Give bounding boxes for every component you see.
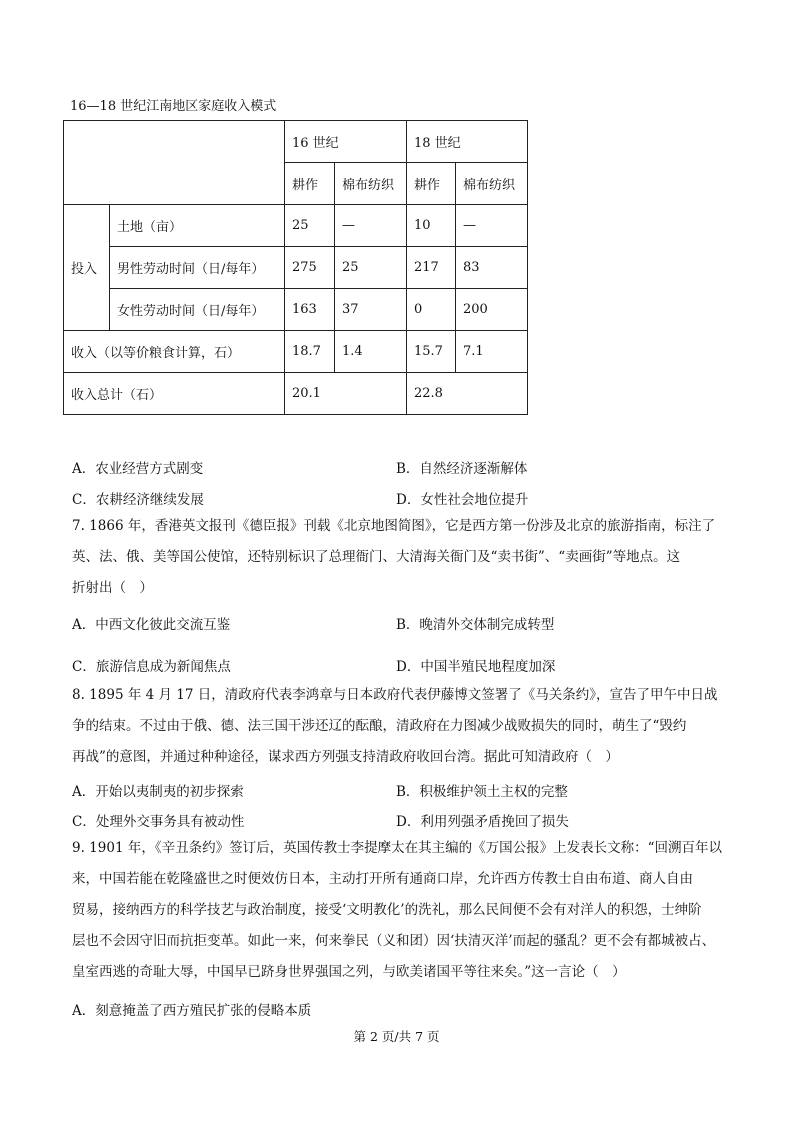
subheader-farming-18: 耕作	[407, 163, 456, 205]
q7-option-b: B．晚清外交体制完成转型	[396, 617, 555, 633]
input-label: 投入	[64, 205, 110, 331]
table-cell: —	[335, 205, 407, 247]
q7-line: 7. 1866 年，香港英文报刊《德臣报》刊载《北京地图简图》，它是西方第一份涉及北京的旅游指南，标注了	[72, 518, 716, 534]
row-label: 收入（以等价粮食计算，石）	[64, 331, 285, 373]
q6-option-a: A．农业经营方式剧变	[72, 461, 204, 477]
table-cell: 83	[456, 247, 528, 289]
table-cell: 15.7	[407, 331, 456, 373]
q9-line: 皇室西逃的奇耻大辱，中国早已跻身世界强国之列，与欧美诸国平等往来矣。”这一言论（ ）	[72, 964, 626, 980]
table-row	[64, 373, 528, 415]
row-label: 土地（亩）	[110, 205, 285, 247]
q8-line: 8. 1895 年 4 月 17 日，清政府代表李鸿章与日本政府代表伊藤博文签署了《马关条约》，宣告了甲午中日战	[72, 687, 718, 703]
table-row	[64, 331, 528, 373]
table-cell: 275	[285, 247, 335, 289]
table-cell: 1.4	[335, 331, 407, 373]
q7-option-d: D．中国半殖民地程度加深	[396, 659, 556, 675]
table-cell: 200	[456, 289, 528, 331]
subheader-weaving-18: 棉布纺织	[456, 163, 528, 205]
subheader-weaving-16: 棉布纺织	[335, 163, 407, 205]
q8-option-d: D．利用列强矛盾挽回了损失	[396, 814, 569, 830]
table-cell: 25	[285, 205, 335, 247]
q7-option-c: C．旅游信息成为新闻焦点	[72, 659, 231, 675]
q8-option-b: B．积极维护领土主权的完整	[396, 784, 568, 800]
q9-line: 贸易，接纳西方的科学技艺与政治制度，接受‘文明教化’的洗礼，那么民间便不会有对洋人的积怨，士绅阶	[72, 902, 702, 918]
subheader-farming-16: 耕作	[285, 163, 335, 205]
table-row	[64, 121, 528, 163]
table-row	[64, 247, 528, 289]
q8-stem	[72, 680, 718, 773]
q9-stem	[72, 833, 722, 988]
table-caption: 16—18 世纪江南地区家庭收入模式	[70, 99, 277, 114]
table-cell: 217	[407, 247, 456, 289]
q7-line: 折射出（ ）	[72, 580, 153, 596]
q8-option-a: A．开始以夷制夷的初步探索	[72, 784, 244, 800]
q6-option-d: D．女性社会地位提升	[396, 492, 529, 508]
header-16th-century: 16 世纪	[285, 121, 407, 163]
table-cell: 0	[407, 289, 456, 331]
table-row	[64, 289, 528, 331]
table-row	[64, 205, 528, 247]
page-footer: 第 2 页/共 7 页	[353, 1029, 440, 1044]
table-cell: 18.7	[285, 331, 335, 373]
q8-line: 再战”的意图，并通过种种途径，谋求西方列强支持清政府收回台湾。据此可知清政府（ ）	[72, 749, 619, 765]
q9-line: 9. 1901 年，《辛丑条约》签订后，英国传教士李提摩太在其主编的《万国公报》上发表长文称：“回溯百年以	[72, 840, 722, 856]
row-label: 男性劳动时间（日/每年）	[110, 247, 285, 289]
table-cell: 25	[335, 247, 407, 289]
q7-line: 英、法、俄、美等国公使馆，还特别标识了总理衙门、大清海关衙门及“卖书街”、“卖画街”等地点。这	[72, 549, 681, 565]
q6-option-c: C．农耕经济继续发展	[72, 492, 204, 508]
table-corner-cell	[64, 121, 285, 205]
table-cell: 10	[407, 205, 456, 247]
row-label: 收入总计（石）	[64, 373, 285, 415]
table-cell: 163	[285, 289, 335, 331]
q7-option-a: A．中西文化彼此交流互鉴	[72, 617, 231, 633]
q6-option-b: B．自然经济逐渐解体	[396, 461, 528, 477]
table-cell: 7.1	[456, 331, 528, 373]
row-label: 女性劳动时间（日/每年）	[110, 289, 285, 331]
q8-line: 争的结束。不过由于俄、德、法三国干涉还辽的酝酿，清政府在力图减少战败损失的同时，萌生了“毁约	[72, 718, 687, 734]
q7-stem	[72, 511, 715, 604]
table-cell: —	[456, 205, 528, 247]
header-18th-century: 18 世纪	[407, 121, 528, 163]
q8-option-c: C．处理外交事务具有被动性	[72, 814, 245, 830]
table-cell: 22.8	[407, 373, 528, 415]
income-table	[63, 120, 528, 415]
q9-line: 来，中国若能在乾隆盛世之时便效仿日本，主动打开所有通商口岸，允许西方传教士自由布道、商人自由	[72, 871, 693, 887]
q9-option-a: A．刻意掩盖了西方殖民扩张的侵略本质	[72, 1003, 312, 1019]
table-cell: 20.1	[285, 373, 407, 415]
q9-line: 层也不会因守旧而抗拒变革。如此一来，何来拳民（义和团）因‘扶清灭洋’而起的骚乱？更不会有都城被占、	[72, 933, 716, 949]
table-cell: 37	[335, 289, 407, 331]
